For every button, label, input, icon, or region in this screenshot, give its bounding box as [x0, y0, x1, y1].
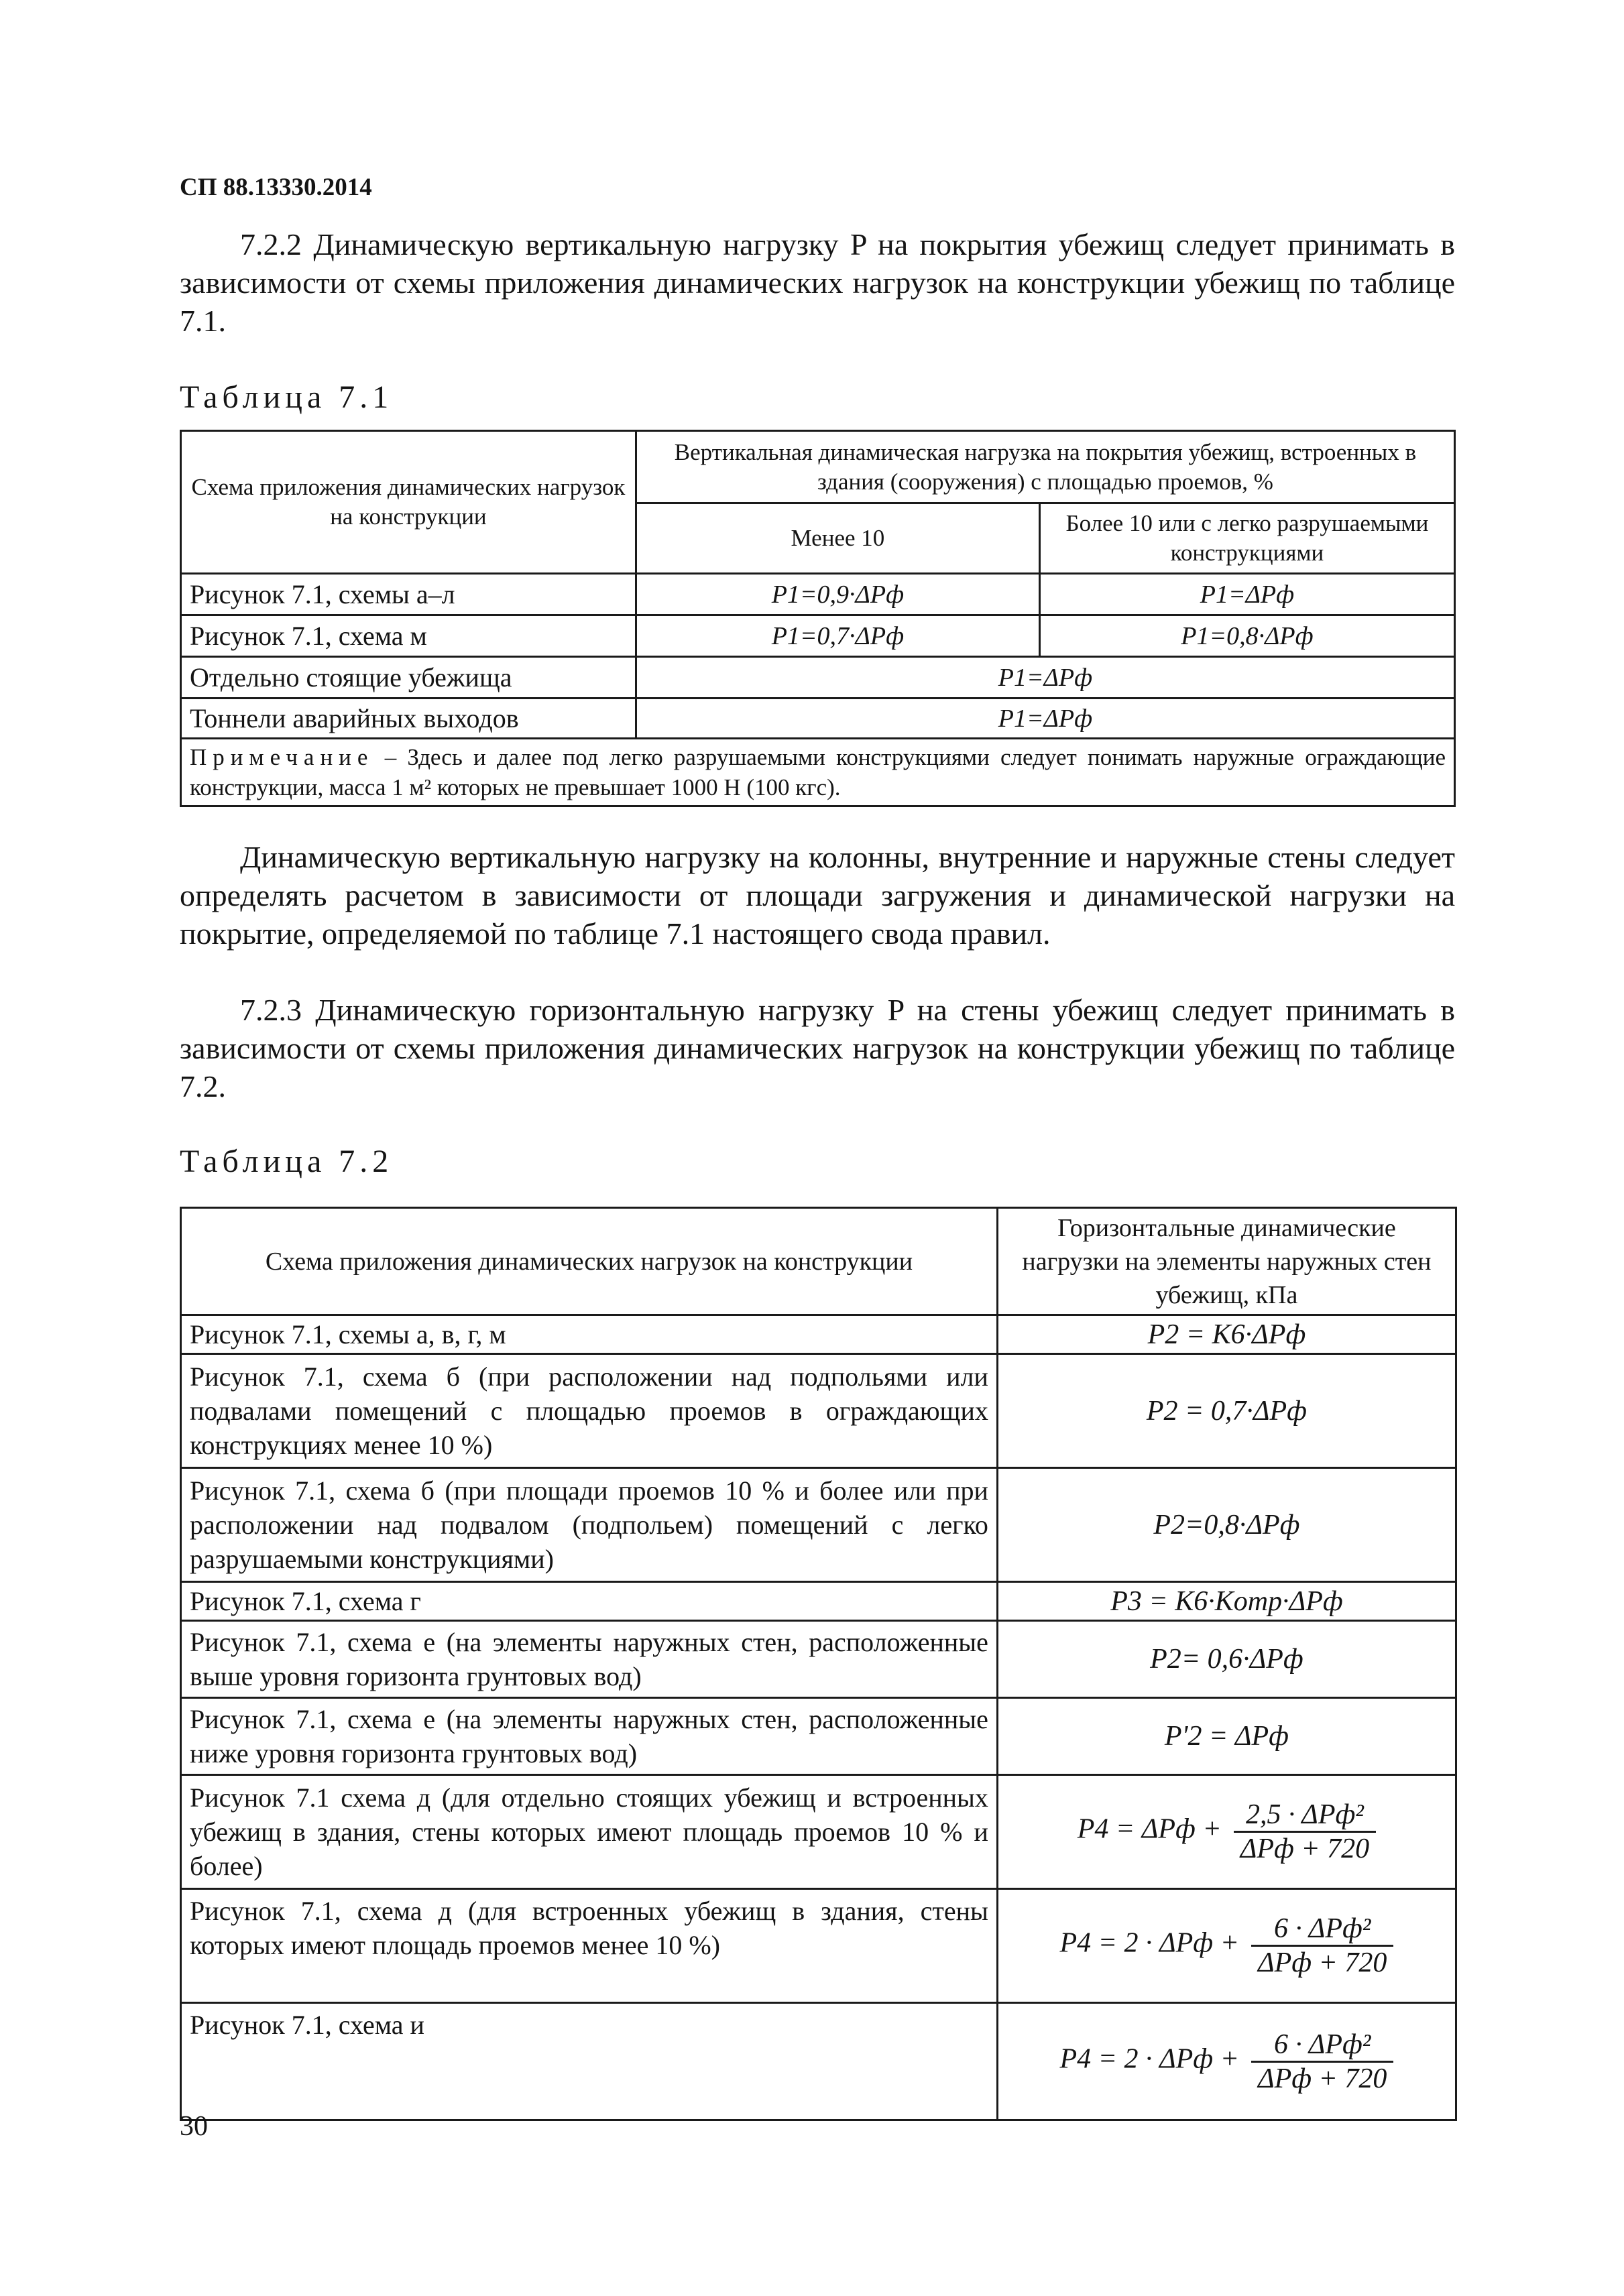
table1-formula: P1=0,9·ΔPф: [771, 580, 905, 609]
table2-formula-left: P4 = 2 · ΔPф +: [1059, 2043, 1239, 2075]
table2-formula-cell: [997, 1775, 1456, 1889]
table1-cell-value: [636, 615, 1039, 657]
table-7-1: [180, 430, 1456, 807]
table1-cell-value: [1039, 615, 1454, 657]
document-code-header: СП 88.13330.2014: [180, 174, 372, 201]
table1-header-less-10: Менее 10: [636, 503, 1039, 574]
table2-row-label: Рисунок 7.1, схема е (на элементы наружных стен, расположенные выше уровня горизонта грунтовых вод): [181, 1621, 998, 1698]
table2-row-label: Рисунок 7.1 схема д (для отдельно стоящих убежищ и встроенных убежищ в здания, стены которых имеют площадь проемов 10 % и более): [181, 1775, 998, 1889]
table1-cell-value: [636, 574, 1039, 615]
table2-formula-left: P4 = ΔPф +: [1077, 1813, 1222, 1845]
table2-row-label: Рисунок 7.1, схема е (на элементы наружных стен, расположенные ниже уровня горизонта грунтовых вод): [181, 1698, 998, 1775]
table2-row-label: Рисунок 7.1, схема и: [181, 2003, 998, 2120]
table1-formula: P1=ΔPф: [1200, 580, 1295, 609]
table-7-2: [180, 1207, 1457, 2121]
table2-formula-cell: [997, 1889, 1456, 2003]
table2-formula: P3 = K6·Kотр·ΔPф: [1110, 1585, 1343, 1617]
table2-row-label: Рисунок 7.1, схема г: [181, 1582, 998, 1621]
paragraph-dynamic-vertical-load: Динамическую вертикальную нагрузку на колонны, внутренние и наружные стены следует определять расчетом в зависимости от площади загружения и динамической нагрузки на покрытие, определяемой по таблице 7.1 настоящего свода правил.: [180, 840, 1455, 951]
table1-formula: P1=ΔPф: [998, 663, 1093, 692]
fraction-denominator: ΔPф + 720: [1257, 2063, 1387, 2094]
table2-formula-cell: [997, 1698, 1456, 1775]
fraction-numerator: 6 · ΔPф²: [1251, 1913, 1393, 1947]
table2-row-label: Рисунок 7.1, схема б (при расположении над подпольями или подвалами помещений с площадью проемов в ограждающих конструкциях менее 10 %): [181, 1354, 998, 1468]
table1-formula: P1=ΔPф: [998, 704, 1093, 733]
table2-formula: P'2 = ΔPф: [1164, 1721, 1289, 1752]
table2-formula: P2= 0,6·ΔPф: [1150, 1644, 1303, 1675]
table1-row-label: Тоннели аварийных выходов: [181, 699, 636, 739]
table1-formula: P1=0,8·ΔPф: [1181, 621, 1314, 650]
table1-row-label: Отдельно стоящие убежища: [181, 657, 636, 699]
table2-row-label: Рисунок 7.1, схема д (для встроенных убежищ в здания, стены которых имеют площадь проемов менее 10 %): [181, 1889, 998, 2003]
table2-formula-left: P4 = 2 · ΔPф +: [1059, 1927, 1239, 1959]
fraction-denominator: ΔPф + 720: [1240, 1833, 1370, 1864]
table2-formula-cell: [997, 1621, 1456, 1698]
table1-formula: P1=0,7·ΔPф: [771, 621, 905, 650]
table1-cell-value: [636, 657, 1454, 699]
page-number: 30: [180, 2111, 208, 2142]
fraction-numerator: 6 · ΔPф²: [1251, 2029, 1393, 2063]
table2-row-label: Рисунок 7.1, схема б (при площади проемов 10 % и более или при расположении над подвалом (подпольем) помещений с легко разрушаемыми конструкциями): [181, 1468, 998, 1582]
table2-formula-cell: [997, 1354, 1456, 1468]
table1-note-word: Примечание: [190, 744, 374, 770]
table1-header-scheme: Схема приложения динамических нагрузок на конструкции: [181, 431, 636, 574]
table1-row-label: Рисунок 7.1, схема м: [181, 615, 636, 657]
fraction-numerator: 2,5 · ΔPф²: [1234, 1799, 1376, 1833]
table1-header-more-10: Более 10 или с легко разрушаемыми конструкциями: [1039, 503, 1454, 574]
table1-cell-value: [1039, 574, 1454, 615]
table2-formula-cell: [997, 1582, 1456, 1621]
table2-row-label: Рисунок 7.1, схемы а, в, г, м: [181, 1315, 998, 1354]
table-7-2-caption: Таблица 7.2: [180, 1144, 394, 1179]
table2-header-scheme: Схема приложения динамических нагрузок на конструкции: [181, 1208, 998, 1315]
table2-formula-cell: [997, 1468, 1456, 1582]
table2-fraction: [1234, 1799, 1376, 1865]
table1-cell-value: [636, 699, 1454, 739]
table1-header-vertical-load: Вертикальная динамическая нагрузка на покрытия убежищ, встроенных в здания (сооружения) с площадью проемов, %: [636, 431, 1454, 503]
table2-formula: P2=0,8·ΔPф: [1153, 1509, 1300, 1540]
paragraph-7-2-3: 7.2.3 Динамическую горизонтальную нагрузку P на стены убежищ следует принимать в зависимости от схемы приложения динамических нагрузок на конструкции убежищ по таблице 7.2.: [180, 993, 1455, 1103]
table2-fraction: [1251, 2029, 1393, 2095]
paragraph-7-2-2: 7.2.2 Динамическую вертикальную нагрузку P на покрытия убежищ следует принимать в зависимости от схемы приложения динамических нагрузок на конструкции убежищ по таблице 7.1.: [180, 227, 1455, 338]
table1-row-label: Рисунок 7.1, схемы а–л: [181, 574, 636, 615]
fraction-denominator: ΔPф + 720: [1257, 1947, 1387, 1978]
table1-note-text: – Здесь и далее под легко разрушаемыми конструкциями следует понимать наружные ограждающие конструкции, масса 1 м² которых не превышает 1000 Н (100 кгс).: [190, 744, 1446, 800]
table2-formula: P2 = 0,7·ΔPф: [1146, 1395, 1307, 1427]
table2-formula-cell: [997, 1315, 1456, 1354]
table2-formula-cell: [997, 2003, 1456, 2120]
table1-note: [181, 739, 1455, 806]
table2-formula: P2 = K6·ΔPф: [1147, 1319, 1306, 1350]
table-7-1-caption: Таблица 7.1: [180, 379, 394, 415]
table2-header-horizontal-load: Горизонтальные динамические нагрузки на элементы наружных стен убежищ, кПа: [997, 1208, 1456, 1315]
table2-fraction: [1251, 1913, 1393, 1979]
